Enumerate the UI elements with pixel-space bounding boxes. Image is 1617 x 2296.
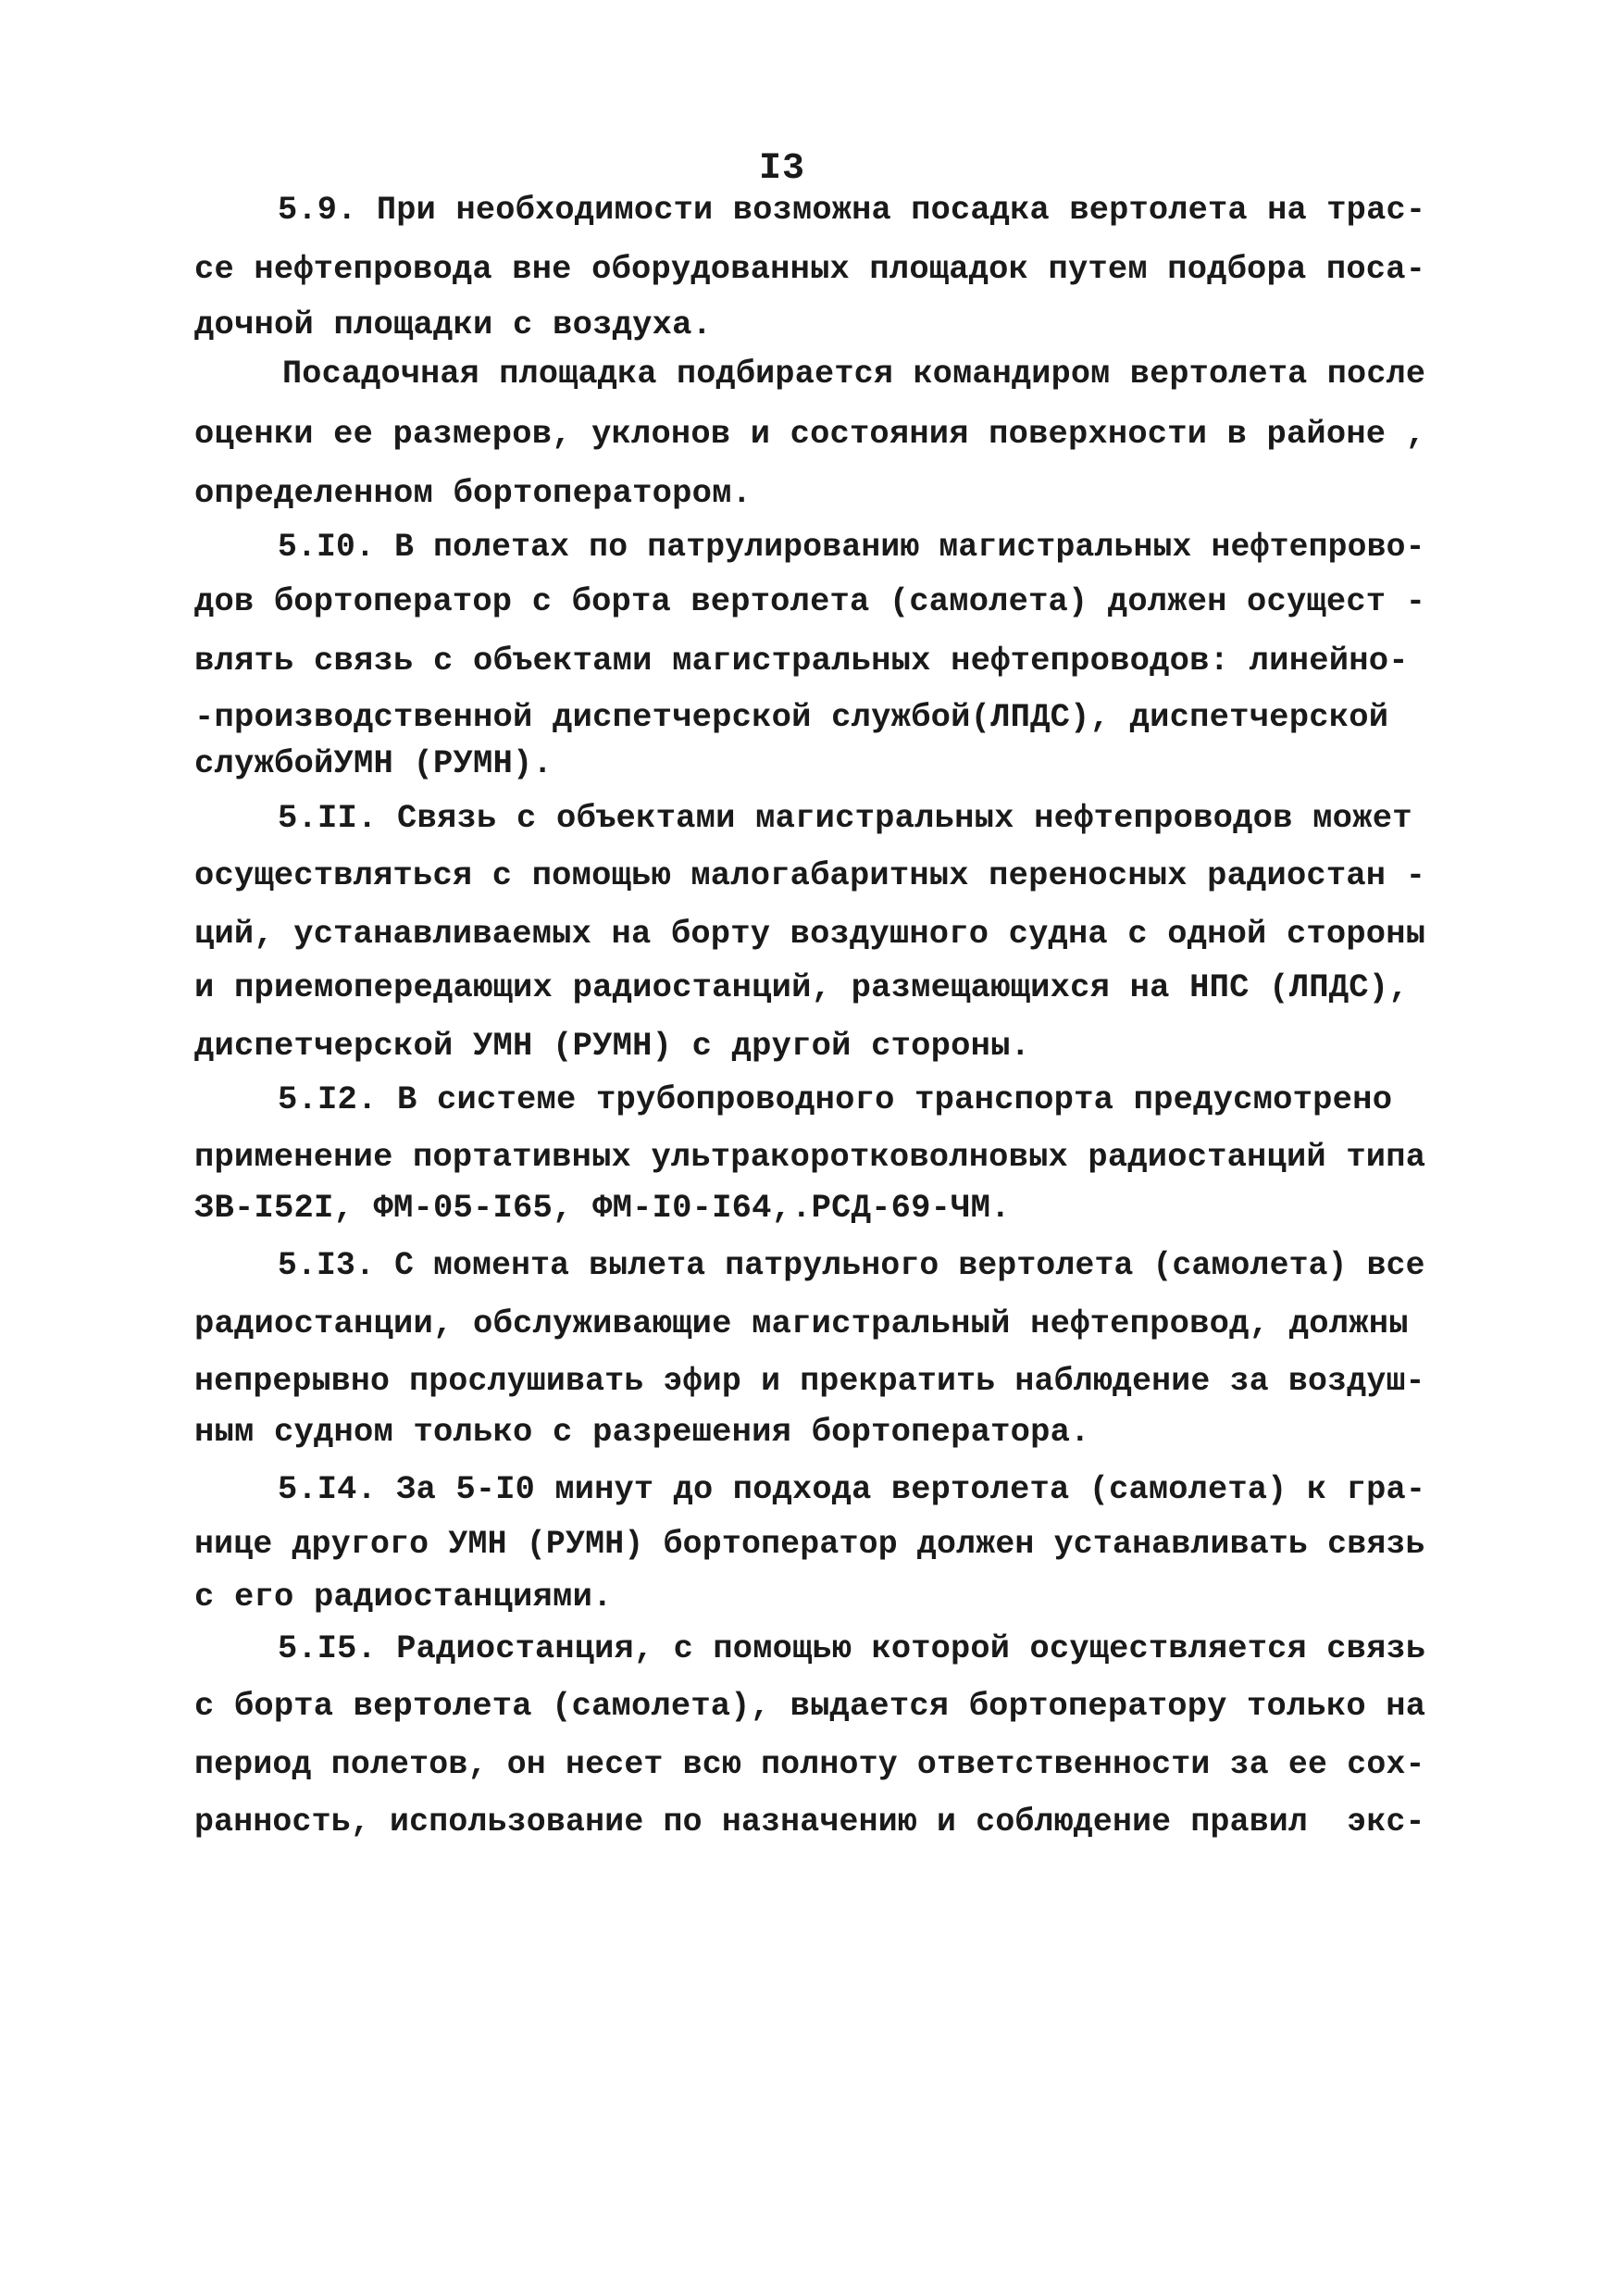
text-line: непрерывно прослушивать эфир и прекратить наблюдение за воздуш- bbox=[194, 1362, 1425, 1401]
text-line: дочной площадки с воздуха. bbox=[194, 306, 713, 344]
page-number: I3 bbox=[759, 148, 806, 190]
text-line: 5.I4. За 5-I0 минут до подхода вертолета (самолета) к гра- bbox=[278, 1470, 1426, 1509]
text-line: 5.I0. В полетах по патрулированию магистральных нефтепрово- bbox=[278, 528, 1425, 567]
text-line: службойУМН (РУМН). bbox=[194, 744, 554, 783]
text-line: применение портативных ультракоротковолновых радиостанций типа bbox=[194, 1138, 1426, 1177]
text-line: с его радиостанциями. bbox=[194, 1577, 613, 1616]
text-line: 5.9. При необходимости возможна посадка вертолета на трас- bbox=[278, 191, 1426, 230]
text-line: 5.I3. С момента вылета патрульного вертолета (самолета) все bbox=[278, 1246, 1425, 1285]
text-line: ным судном только с разрешения бортоператора. bbox=[194, 1412, 1090, 1451]
text-line: осуществляться с помощью малогабаритных переносных радиостан - bbox=[194, 856, 1426, 895]
text-line: оценки ее размеров, уклонов и состояния поверхности в районе , bbox=[194, 414, 1426, 453]
text-line: Посадочная площадка подбирается командиром вертолета после bbox=[282, 355, 1426, 393]
text-line: 5.I2. В системе трубопроводного транспорта предусмотрено bbox=[278, 1080, 1393, 1118]
text-line: ций, устанавливаемых на борту воздушного судна с одной стороны bbox=[194, 914, 1426, 953]
text-line: влять связь с объектами магистральных нефтепроводов: линейно- bbox=[194, 641, 1409, 680]
text-line: 5.II. Связь с объектами магистральных нефтепроводов может bbox=[278, 798, 1412, 837]
text-line: определенном бортоператором. bbox=[194, 473, 753, 512]
text-line: с борта вертолета (самолета), выдается бортоператору только на bbox=[194, 1687, 1426, 1726]
text-line: ранность, использование по назначению и соблюдение правил экс- bbox=[194, 1803, 1425, 1841]
text-line: диспетчерской УМН (РУМН) с другой стороны. bbox=[194, 1026, 1031, 1065]
text-line: радиостанции, обслуживающие магистральный нефтепровод, должны bbox=[194, 1304, 1409, 1342]
text-line: период полетов, он несет всю полноту ответственности за ее сох- bbox=[194, 1744, 1425, 1783]
text-line: ЗВ-I52I, ФМ-05-I65, ФМ-I0-I64,.РСД-69-ЧМ. bbox=[194, 1189, 1011, 1227]
text-line: дов бортоператор с борта вертолета (самолета) должен осущест - bbox=[194, 581, 1426, 620]
text-line: и приемопередающих радиостанций, размещающихся на НПС (ЛПДС), bbox=[194, 968, 1409, 1007]
text-line: 5.I5. Радиостанция, с помощью которой осуществляется связь bbox=[278, 1628, 1426, 1667]
text-line: -производственной диспетчерской службой(ЛПДС), диспетчерской bbox=[194, 697, 1389, 736]
text-line: нице другого УМН (РУМН) бортоператор должен устанавливать связь bbox=[194, 1524, 1425, 1563]
text-line: се нефтепровода вне оборудованных площадок путем подбора поса- bbox=[194, 250, 1426, 288]
